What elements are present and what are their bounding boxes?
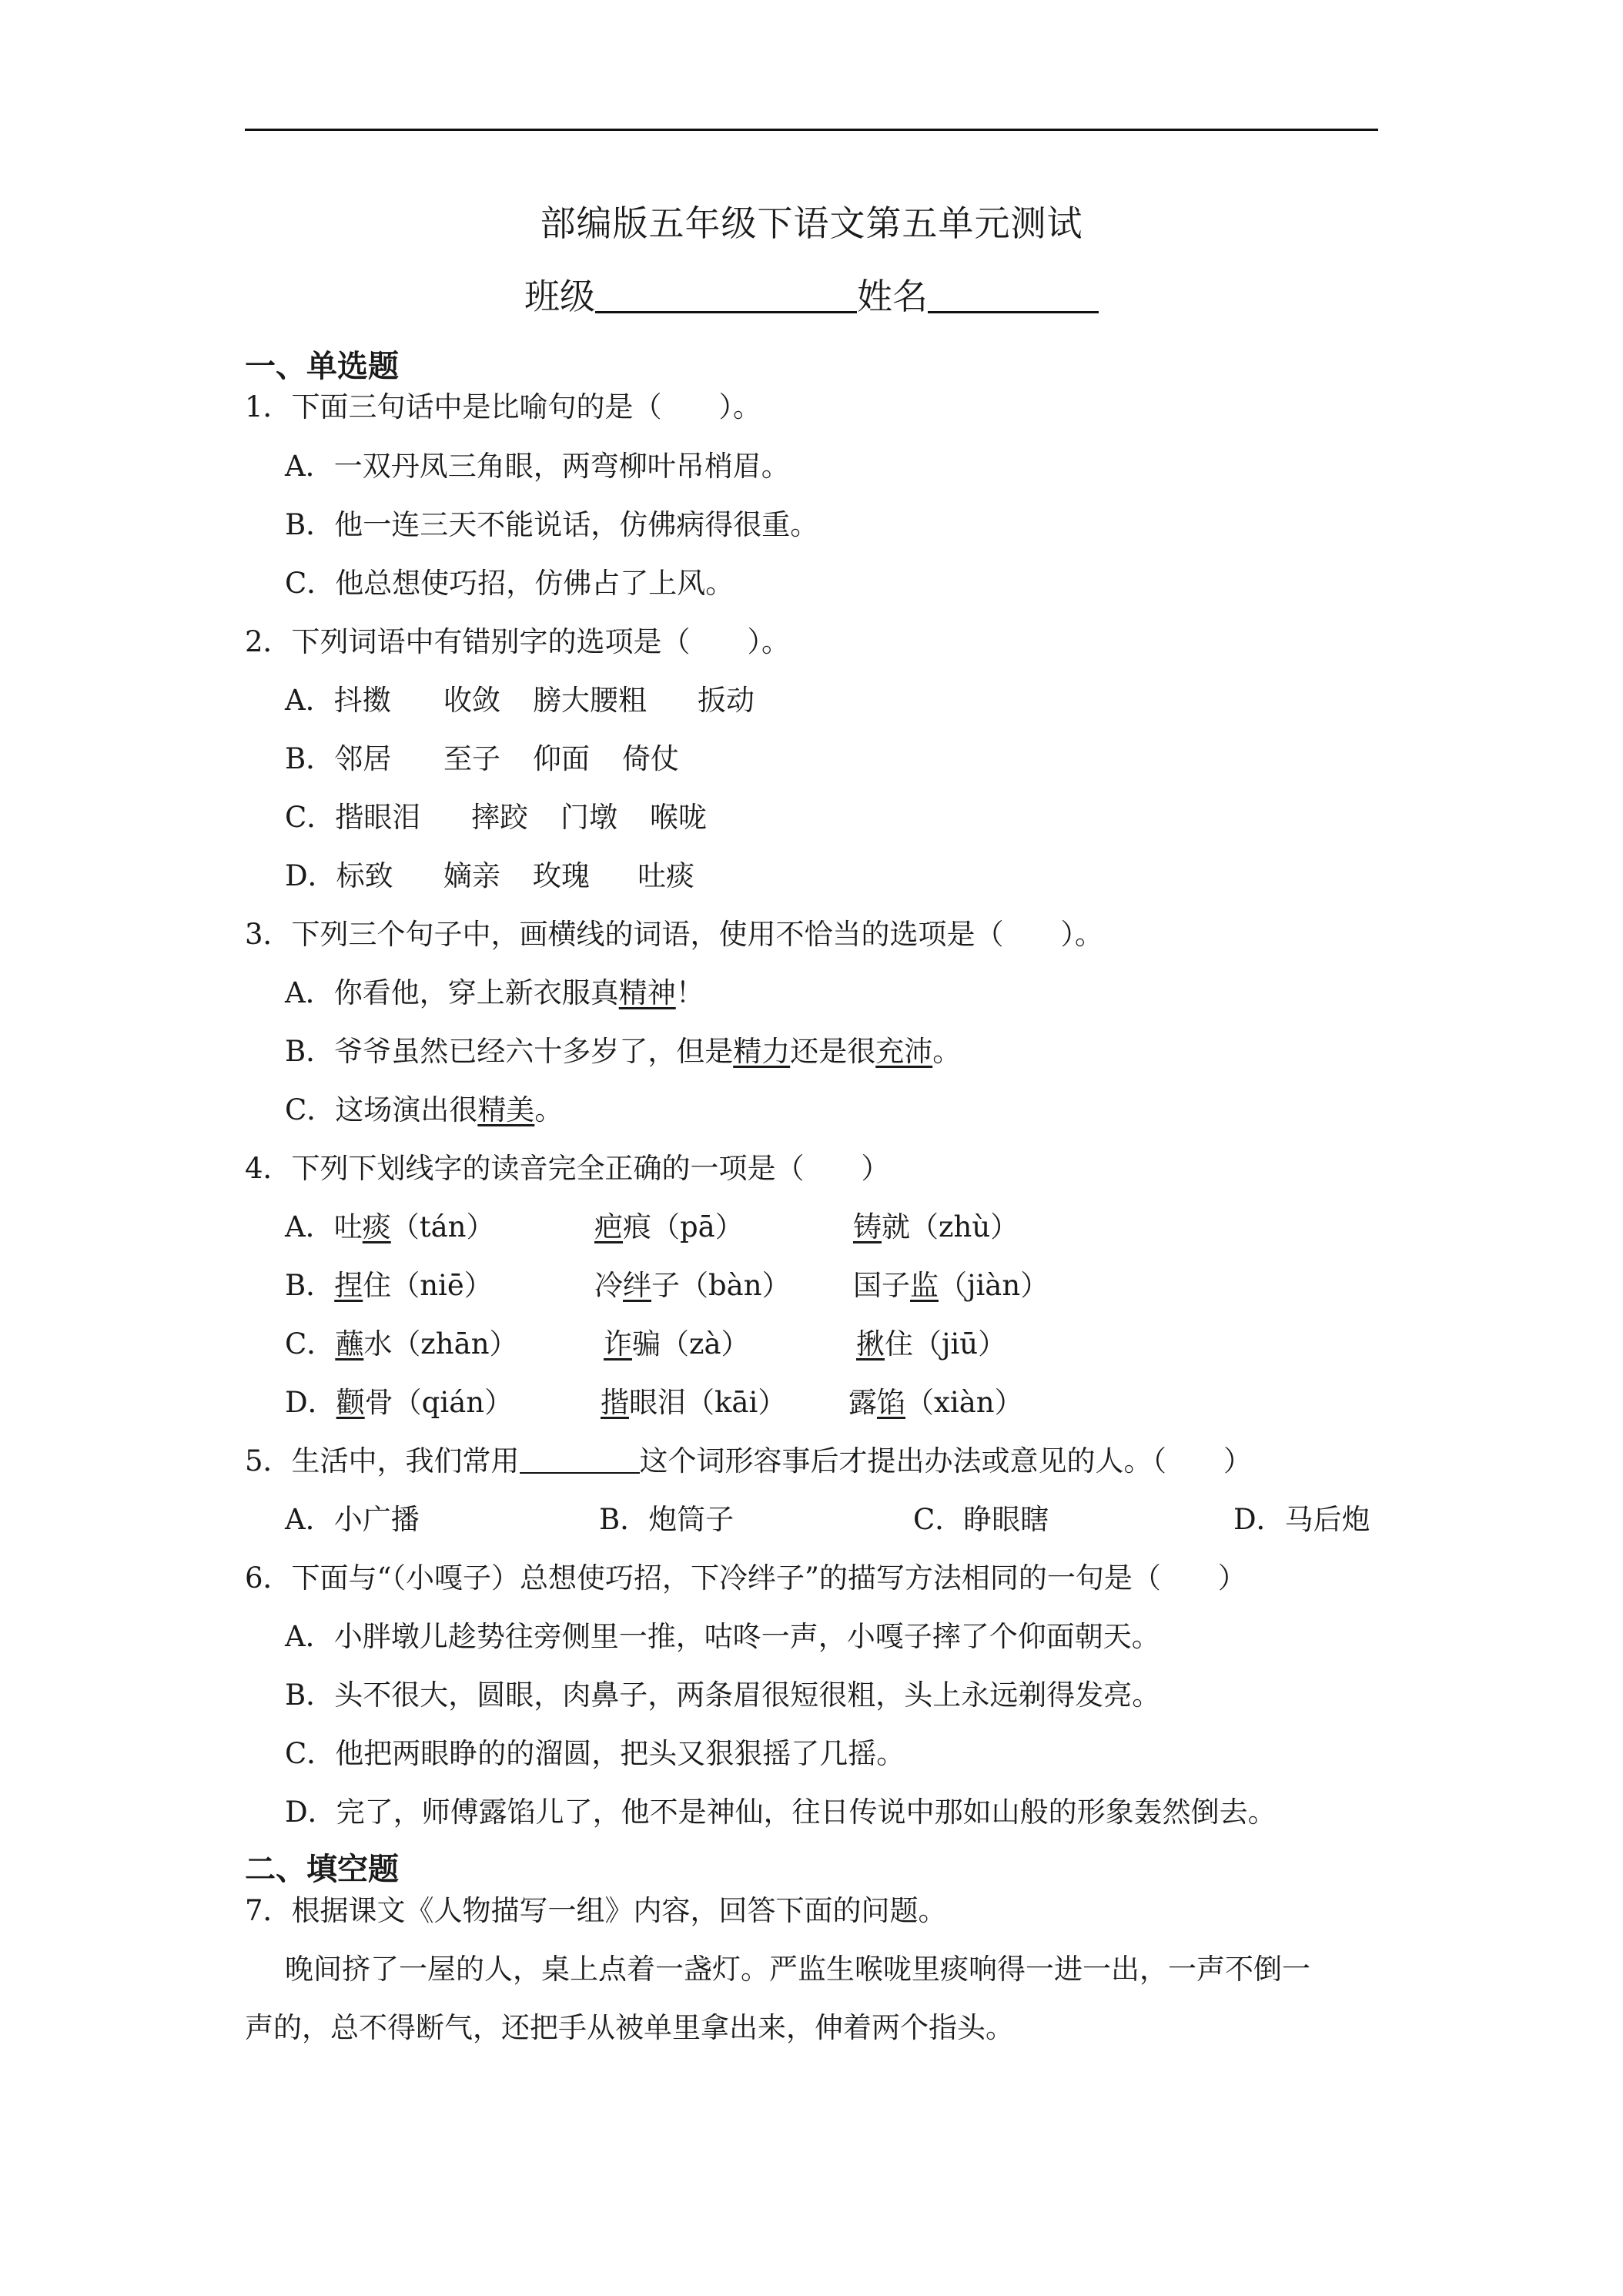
question-6-stem: 6．下面与“（小嘎子）总想使巧招，下冷绊子”的描写方法相同的一句是（ ） [245, 1561, 1247, 1595]
underlined-char: 馅 [877, 1386, 905, 1419]
underlined-char: 铸 [853, 1210, 882, 1243]
q7-passage-line-2: 声的，总不得断气，还把手从被单里拿出来，伸着两个指头。 [245, 2011, 1014, 2044]
question-7-stem: 7．根据课文《人物描写一组》内容，回答下面的问题。 [245, 1894, 947, 1927]
q4-a-item-3 [853, 1206, 1019, 1249]
q5-fill-blank[interactable] [520, 1441, 640, 1474]
q4-b-item-3 [853, 1264, 1049, 1307]
q4-d-item-3 [848, 1381, 1023, 1424]
q1-option-a: A．一双丹凤三角眼，两弯柳叶吊梢眉。 [285, 450, 790, 483]
item-text: 就（zhù） [882, 1210, 1019, 1243]
q4-a-item-2 [594, 1206, 744, 1249]
underlined-char: 揪 [856, 1327, 885, 1361]
q6-option-a: A．小胖墩儿趁势往旁侧里一推，咕咚一声，小嘎子摔了个仰面朝天。 [285, 1620, 1160, 1653]
name-class-line [0, 269, 1623, 323]
q3-b-text-end: 。 [932, 1035, 962, 1068]
q2-b-word-1: B．邻居 [285, 742, 392, 775]
q6-option-c: C．他把两眼睁的的溜圆，把头又狠狠摇了几摇。 [285, 1737, 905, 1770]
question-3-stem: 3．下列三个句子中，画横线的词语，使用不恰当的选项是（ ）。 [245, 918, 1104, 951]
q4-b-item-1 [285, 1264, 493, 1307]
item-text: （xiàn） [905, 1386, 1023, 1419]
item-text: B． [285, 1269, 335, 1302]
item-text: 国子 [853, 1269, 910, 1302]
q4-a-item-1 [285, 1206, 495, 1249]
q2-d-word-3: 玫瑰 [533, 859, 590, 892]
underlined-char: 绊 [623, 1269, 651, 1302]
item-text: （tán） [390, 1210, 495, 1243]
item-text: 骨（qián） [364, 1386, 514, 1419]
q5-option-d: D．马后炮 [1233, 1503, 1370, 1536]
item-text: 冷 [594, 1269, 623, 1302]
question-4-stem: 4．下列下划线字的读音完全正确的一项是（ ） [245, 1152, 890, 1185]
q3-b-underlined-1: 精力 [733, 1035, 791, 1068]
q5-option-a: A．小广播 [285, 1503, 420, 1536]
q2-d-word-1: D．标致 [285, 859, 393, 892]
item-text: 眼泪（kāi） [629, 1386, 787, 1419]
section-heading-fill-in: 二、填空题 [245, 1852, 399, 1887]
item-text: A．吐 [285, 1210, 363, 1243]
section-heading-single-choice: 一、单选题 [245, 349, 399, 384]
question-5-stem [245, 1440, 1252, 1483]
q3-a-text-end: ！ [675, 976, 704, 1009]
q4-c-item-1 [285, 1323, 518, 1366]
q2-c-word-1: C．揩眼泪 [285, 801, 421, 834]
q4-d-item-2 [601, 1381, 786, 1424]
underlined-char: 痰 [362, 1210, 391, 1243]
q1-option-c: C．他总想使巧招，仿佛占了上风。 [285, 567, 735, 600]
q4-d-item-1 [285, 1381, 513, 1424]
name-label: 姓名 [857, 276, 928, 317]
header-rule [245, 129, 1378, 131]
q3-a-text: A．你看他，穿上新衣服真 [285, 976, 619, 1009]
q2-b-word-3: 仰面 [533, 742, 590, 775]
item-text: C． [285, 1327, 336, 1361]
underlined-char: 颧 [336, 1386, 365, 1419]
class-blank[interactable] [595, 271, 857, 313]
q5-option-c: C．睁眼瞎 [913, 1503, 1049, 1536]
underlined-char: 疤 [594, 1210, 623, 1243]
q2-a-word-3: 膀大腰粗 [533, 684, 647, 717]
underlined-char: 捏 [334, 1269, 363, 1302]
q2-c-word-2: 摔跤 [471, 801, 528, 834]
q2-a-word-4: 扳动 [698, 684, 755, 717]
item-text: 痕（pā） [623, 1210, 744, 1243]
q2-a-word-1: A．抖擞 [285, 684, 391, 717]
q3-option-b [285, 1030, 961, 1073]
item-text: 住（jiū） [885, 1327, 1007, 1361]
item-text: 子（bàn） [651, 1269, 791, 1302]
q4-c-item-2 [604, 1323, 750, 1366]
q3-b-underlined-2: 充沛 [875, 1035, 933, 1068]
q3-a-underlined: 精神 [618, 976, 676, 1009]
q4-c-item-3 [856, 1323, 1006, 1366]
name-blank[interactable] [928, 271, 1099, 313]
q2-d-word-4: 吐痰 [637, 859, 694, 892]
q6-option-d: D．完了，师傅露馅儿了，他不是神仙，往日传说中那如山般的形象轰然倒去。 [285, 1796, 1277, 1829]
item-text: （jiàn） [939, 1269, 1049, 1302]
q2-a-word-2: 收敛 [443, 684, 500, 717]
q3-b-text-mid: 还是很 [790, 1035, 876, 1068]
q2-d-word-2: 嫡亲 [443, 859, 500, 892]
item-text: 骗（zà） [632, 1327, 750, 1361]
q5-option-b: B．炮筒子 [599, 1503, 735, 1536]
q6-option-b: B．头不很大，圆眼，肉鼻子，两条眉很短很粗，头上永远剃得发亮。 [285, 1678, 1161, 1712]
q2-b-word-4: 倚仗 [622, 742, 679, 775]
item-text: 水（zhān） [363, 1327, 518, 1361]
q3-option-c [285, 1089, 563, 1132]
q2-c-word-4: 喉咙 [650, 801, 707, 834]
underlined-char: 揩 [601, 1386, 629, 1419]
q5-stem-text-end: 这个词形容事后才提出办法或意见的人。（ ） [639, 1444, 1253, 1478]
q3-c-underlined: 精美 [477, 1093, 535, 1126]
q3-option-a [285, 972, 704, 1015]
underlined-char: 诈 [604, 1327, 632, 1361]
item-text: 露 [848, 1386, 877, 1419]
underlined-char: 监 [910, 1269, 939, 1302]
q3-c-text-end: 。 [534, 1093, 564, 1126]
question-1-stem: 1．下面三句话中是比喻句的是（ ）。 [245, 390, 762, 423]
class-label: 班级 [524, 276, 595, 317]
question-2-stem: 2．下列词语中有错别字的选项是（ ）。 [245, 625, 791, 658]
q2-b-word-2: 至子 [443, 742, 500, 775]
underlined-char: 蘸 [335, 1327, 364, 1361]
q7-passage-line-1: 晚间挤了一屋的人，桌上点着一盏灯。严监生喉咙里痰响得一进一出，一声不倒一 [285, 1953, 1310, 1986]
item-text: D． [285, 1386, 336, 1419]
q3-b-text: B．爷爷虽然已经六十多岁了，但是 [285, 1035, 734, 1068]
q5-stem-text: 5．生活中，我们常用 [245, 1444, 520, 1478]
q4-b-item-2 [594, 1264, 791, 1307]
page-title: 部编版五年级下语文第五单元测试 [540, 202, 1083, 244]
q1-option-b: B．他一连三天不能说话，仿佛病得很重。 [285, 508, 819, 541]
item-text: 住（niē） [363, 1269, 493, 1302]
q3-c-text: C．这场演出很 [285, 1093, 478, 1126]
q2-c-word-3: 门墩 [561, 801, 617, 834]
